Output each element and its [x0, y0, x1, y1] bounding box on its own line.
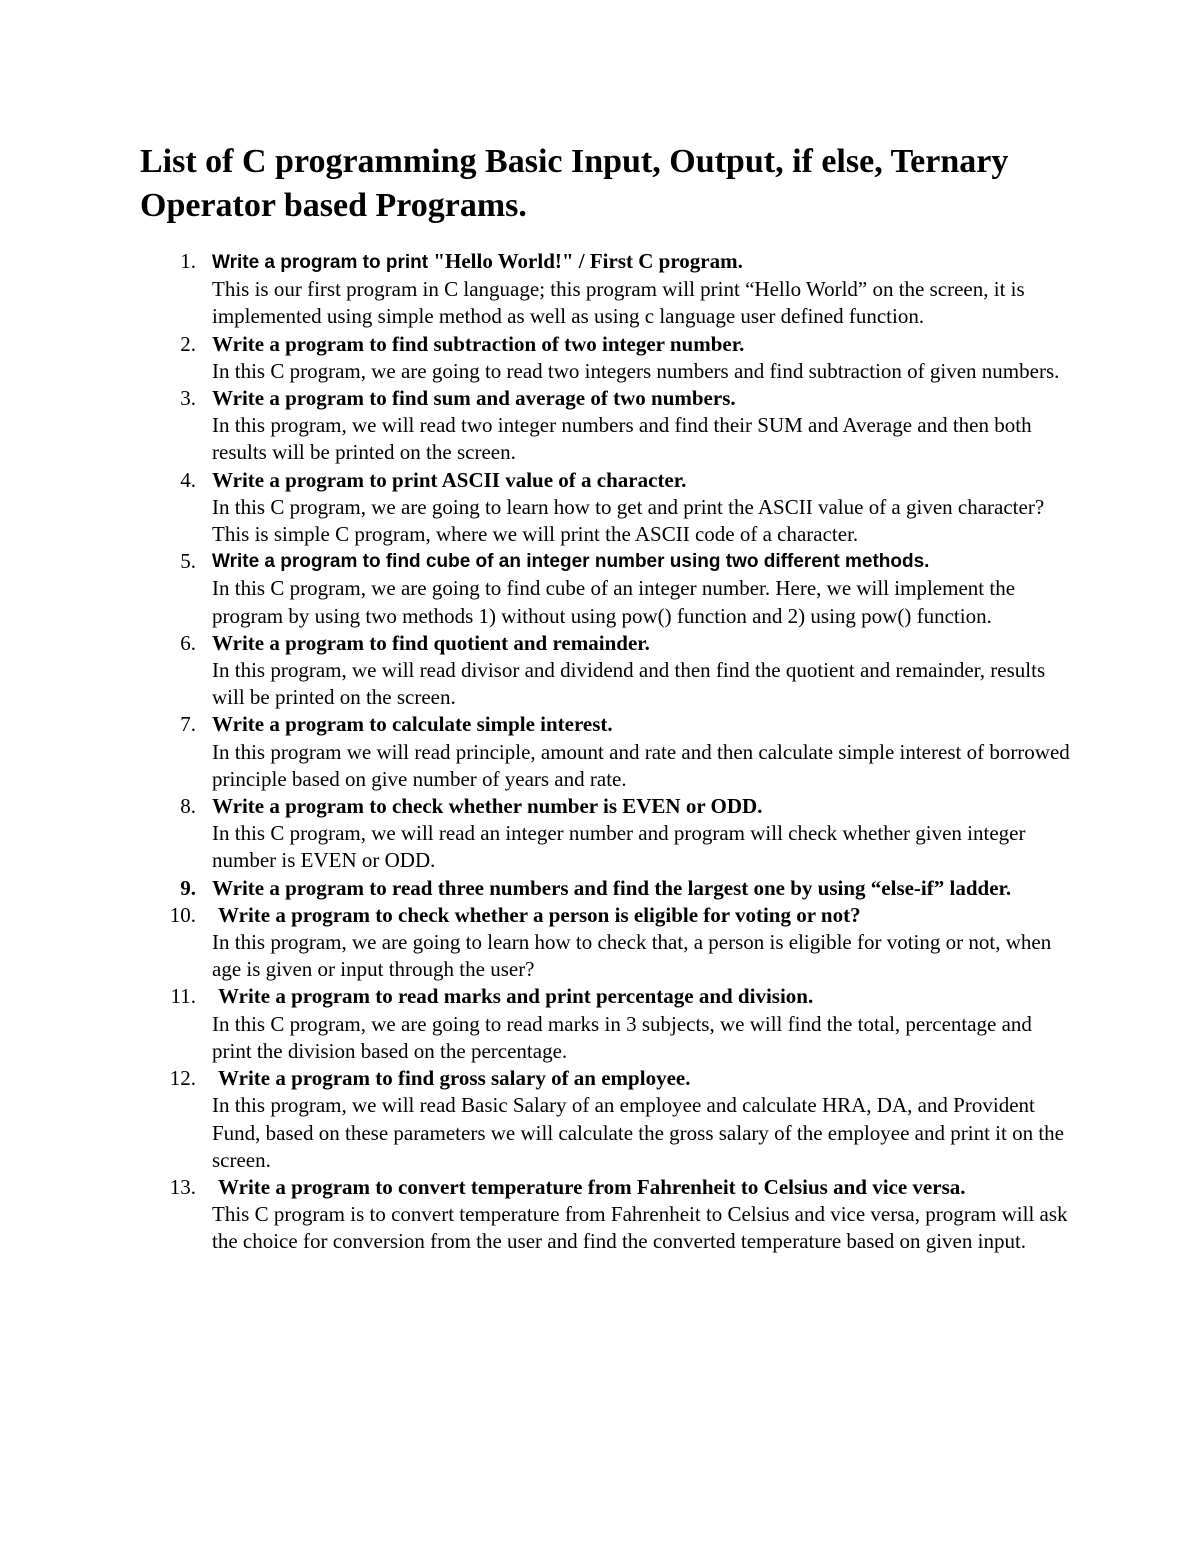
item-number: 12.: [169, 1066, 196, 1091]
item-title: Write a program to find cube of an integer number using two different methods.: [212, 551, 930, 573]
item-title: Write a program to find quotient and remainder.: [212, 630, 650, 655]
item-description: This is our first program in C language; this program will print “Hello World” on the screen, it is implemented using simple method as well as using c language user defined function.: [212, 277, 1025, 329]
item-title: Write a program to check whether a person is eligible for voting or not?: [218, 902, 861, 927]
program-list: [140, 248, 1070, 1256]
item-description: In this C program, we will read an integer number and program will check whether given integer number is EVEN or ODD.: [212, 821, 1026, 873]
item-description: In this C program, we are going to read marks in 3 subjects, we will find the total, percentage and print the division based on the percentage.: [212, 1011, 1032, 1063]
item-description: In this program we will read principle, amount and rate and then calculate simple interest of borrowed principle based on give number of years and rate.: [212, 739, 1070, 791]
item-title: Write a program to read marks and print percentage and division.: [218, 984, 814, 1009]
item-description: In this C program, we are going to find cube of an integer number. Here, we will implement the program by using two methods 1) without using pow() function and 2) using pow() function.: [212, 576, 1016, 628]
list-item: [140, 711, 1070, 793]
item-number: 4.: [180, 467, 196, 492]
list-item: [140, 1065, 1070, 1174]
item-number: 13.: [169, 1174, 196, 1199]
item-number: 9.: [180, 875, 196, 900]
item-title: [212, 248, 1070, 276]
item-title: Write a program to find gross salary of an employee.: [218, 1066, 691, 1091]
item-title: Write a program to convert temperature from Fahrenheit to Celsius and vice versa.: [218, 1174, 966, 1199]
item-title-lead: Write a program to print: [212, 252, 434, 273]
list-item: [140, 902, 1070, 984]
item-title: Write a program to check whether number is EVEN or ODD.: [212, 794, 763, 819]
item-description: In this program, we will read two integer numbers and find their SUM and Average and then both results will be printed on the screen.: [212, 413, 1032, 465]
item-description: In this C program, we are going to learn how to get and print the ASCII value of a given character? This is simple C program, where we will print the ASCII code of a character.: [212, 494, 1045, 547]
item-number: 8.: [180, 794, 196, 819]
list-item: [140, 875, 1070, 902]
item-description: In this C program, we are going to read two integers numbers and find subtraction of given numbers.: [212, 358, 1060, 383]
item-title: Write a program to find subtraction of two integer number.: [212, 331, 745, 356]
item-title: Write a program to read three numbers and find the largest one by using “else-if” ladder.: [212, 875, 1012, 900]
list-item: [140, 385, 1070, 467]
list-item: [140, 467, 1070, 549]
item-title-rest: "Hello World!" / First C program.: [433, 249, 743, 273]
list-item: [140, 331, 1070, 385]
item-number: 3.: [180, 386, 196, 411]
list-item: [140, 548, 1070, 630]
item-description: In this program, we will read Basic Salary of an employee and calculate HRA, DA, and Provident Fund, based on these parameters we will calculate the gross salary of the employee and print it on the screen.: [212, 1093, 1064, 1172]
item-title: Write a program to print ASCII value of a character.: [212, 467, 687, 492]
item-number: 5.: [180, 549, 196, 574]
page-title: List of C programming Basic Input, Output, if else, Ternary Operator based Programs.: [140, 143, 1009, 224]
item-number: 2.: [180, 331, 196, 356]
item-number: 1.: [180, 249, 196, 273]
item-description: In this program, we are going to learn how to check that, a person is eligible for voting or not, when age is given or input through the user?: [212, 930, 1052, 982]
item-description: In this program, we will read divisor and dividend and then find the quotient and remainder, results will be printed on the screen.: [212, 658, 1046, 710]
item-number: 6.: [180, 630, 196, 655]
list-item: [140, 793, 1070, 875]
list-item: [140, 1174, 1070, 1256]
list-item: [140, 248, 1070, 331]
list-item: [140, 630, 1070, 712]
item-number: 11.: [170, 984, 196, 1009]
item-title: Write a program to find sum and average of two numbers.: [212, 386, 736, 411]
list-item: [140, 983, 1070, 1065]
item-title: Write a program to calculate simple interest.: [212, 712, 613, 737]
item-description: This C program is to convert temperature from Fahrenheit to Celsius and vice versa, program will ask the choice for conversion from the user and find the converted temperature based on given input.: [212, 1202, 1068, 1254]
item-number: 7.: [180, 712, 196, 737]
item-number: 10.: [169, 902, 196, 927]
